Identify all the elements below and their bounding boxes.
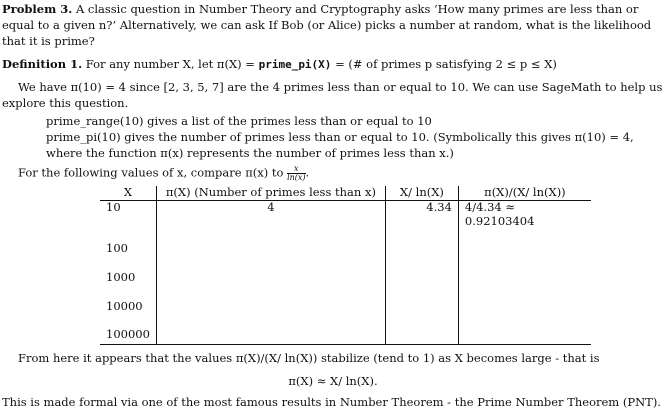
- intro-line-1: We have π(10) = 4 since [2, 3, 5, 7] are the 4 primes less than or equal to 10. We can use SageMath to help us: [18, 80, 663, 94]
- cell-x: 100000: [100, 315, 156, 344]
- sage-item-3: where the function π(x) represents the number of primes less than x.): [46, 146, 454, 160]
- cell-x: 10: [106, 199, 121, 214]
- sage-item-1: prime_range(10) gives a list of the primes less than or equal to 10: [46, 114, 432, 128]
- cell-x-over-ln[interactable]: [385, 315, 458, 344]
- header-x: X: [100, 186, 156, 200]
- compare-text: For the following values of x, compare π(x) to: [18, 165, 288, 180]
- problem-label: Problem 3.: [2, 2, 73, 16]
- header-x-over-ln: X/ ln(X): [385, 186, 458, 200]
- table-row: [100, 286, 591, 315]
- problem-line-3: that it is prime?: [2, 34, 95, 48]
- prime-count-table: [100, 186, 591, 345]
- cell-pi[interactable]: [156, 315, 385, 344]
- sage-item-2: prime_pi(10) gives the number of primes less than or equal to 10. (Symbolically this gives π(10) = 4,: [46, 130, 634, 144]
- fraction-numerator: x: [287, 165, 305, 174]
- definition-label: Definition 1.: [2, 57, 83, 71]
- compare-end: .: [305, 165, 310, 180]
- x-over-lnx-fraction: [287, 165, 305, 182]
- fraction-denominator: ln(x): [287, 173, 306, 182]
- cell-x: 10000: [106, 298, 143, 313]
- cell-ratio: 4/4.34 ≈ 0.92103404: [458, 200, 591, 228]
- cell-x-over-ln: 4.34: [385, 200, 458, 228]
- cell-ratio[interactable]: [458, 315, 591, 344]
- cell-x-over-ln[interactable]: [385, 228, 458, 257]
- problem-text-1: A classic question in Number Theory and Cryptography asks ‘How many primes are less than or: [75, 2, 639, 16]
- cell-x: 1000: [106, 269, 136, 284]
- definition-text-a: For any number X, let π(X) =: [85, 57, 259, 71]
- cell-ratio[interactable]: [458, 228, 591, 257]
- cell-ratio[interactable]: [458, 257, 591, 286]
- header-ratio: π(X)/(X/ ln(X)): [458, 186, 591, 200]
- definition: [2, 58, 557, 72]
- conclusion-line-1: From here it appears that the values π(X)/(X/ ln(X)) stabilize (tend to 1) as X becomes large - that is: [18, 351, 600, 365]
- problem-line-2: equal to a given n?’ Alternatively, we can ask If Bob (or Alice) picks a number at random, what is the likelihood: [2, 18, 652, 32]
- definition-text-b: = (# of primes p satisfying 2 ≤ p ≤ X): [331, 57, 557, 71]
- conclusion-formula: π(X) ≈ X/ ln(X).: [288, 374, 378, 388]
- table-row: [100, 257, 591, 286]
- cell-pi[interactable]: [156, 257, 385, 286]
- table-row: [100, 228, 591, 257]
- definition-code: prime_pi(X): [258, 58, 332, 71]
- cell-pi[interactable]: [156, 228, 385, 257]
- table-header-row: [100, 186, 591, 200]
- cell-x: 100: [106, 240, 128, 255]
- cell-pi[interactable]: [156, 286, 385, 315]
- compare-line: [18, 165, 309, 182]
- cell-x-over-ln[interactable]: [385, 286, 458, 315]
- table-row: [100, 200, 591, 228]
- cell-ratio[interactable]: [458, 286, 591, 315]
- conclusion-line-3: This is made formal via one of the most famous results in Number Theorem - the Prime Number Theorem (PNT).: [2, 395, 661, 409]
- table-row: [100, 315, 591, 344]
- intro-line-2: explore this question.: [2, 96, 129, 110]
- problem-line-1: [2, 3, 638, 17]
- cell-x-over-ln[interactable]: [385, 257, 458, 286]
- cell-pi: 4: [156, 200, 385, 228]
- header-pi: π(X) (Number of primes less than x): [156, 186, 385, 200]
